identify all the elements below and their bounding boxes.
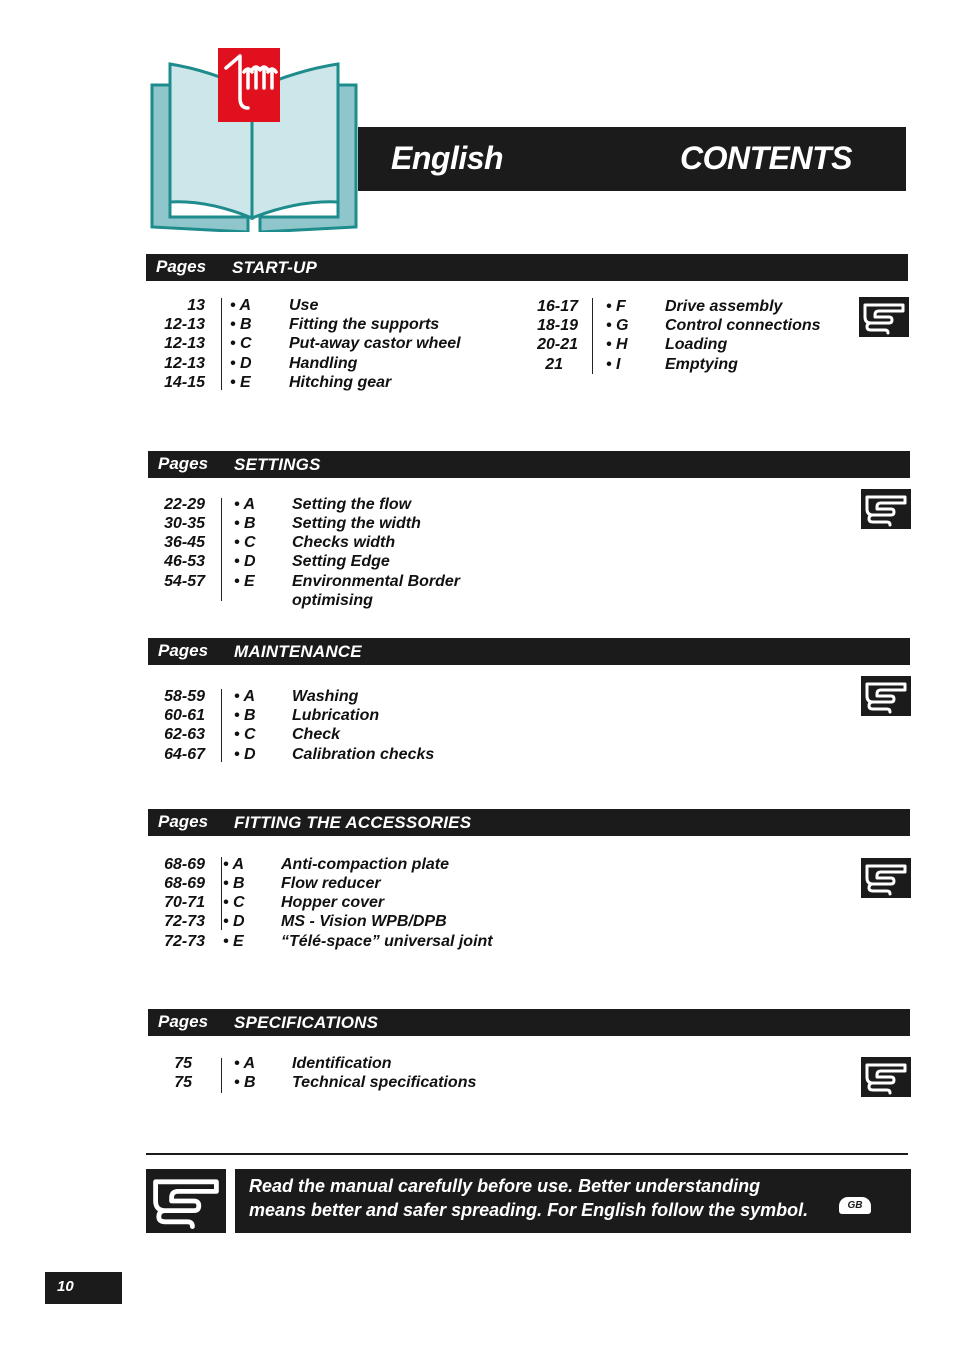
pages-label: Pages (158, 641, 209, 660)
section-bar-startup (146, 254, 908, 281)
pointing-hand-icon (146, 1169, 226, 1233)
divider-line (221, 298, 222, 390)
footer-line-2: means better and safer spreading. For English follow the symbol. (249, 1200, 809, 1220)
divider-line (221, 498, 222, 601)
pages-label: Pages (156, 257, 207, 276)
contents-title: CONTENTS (680, 140, 852, 176)
gb-badge: GB (839, 1197, 871, 1214)
pointing-hand-icon (861, 1057, 911, 1097)
section-title-accessories: FITTING THE ACCESSORIES (234, 813, 472, 832)
pages-label: Pages (158, 1012, 209, 1031)
section-title-startup: START-UP (232, 258, 318, 277)
section-title-specifications: SPECIFICATIONS (234, 1013, 379, 1032)
pages-label: Pages (158, 812, 209, 831)
section-title-settings: SETTINGS (234, 455, 321, 474)
open-book-logo-icon (148, 42, 360, 232)
title-bar (358, 127, 906, 191)
divider-line (221, 689, 222, 762)
language-title: English (391, 140, 504, 176)
pages-label: Pages (158, 454, 209, 473)
section-bar-specifications (148, 1009, 910, 1036)
pointing-hand-icon (861, 858, 911, 898)
pointing-hand-icon (859, 297, 909, 337)
section-title-maintenance: MAINTENANCE (234, 642, 362, 661)
footer-line-1: Read the manual carefully before use. Better understanding (249, 1176, 761, 1196)
page-number-text: 10 (57, 1278, 74, 1295)
divider-line (592, 298, 593, 374)
pointing-hand-icon (861, 676, 911, 716)
divider-line (221, 1058, 222, 1093)
horizontal-rule (146, 1153, 908, 1155)
section-bar-accessories (148, 809, 910, 836)
section-bar-maintenance (148, 638, 910, 665)
pointing-hand-icon (861, 489, 911, 529)
page-number (45, 1272, 122, 1304)
footer-note (235, 1169, 911, 1233)
section-bar-settings (148, 451, 910, 478)
divider-line (221, 857, 222, 930)
